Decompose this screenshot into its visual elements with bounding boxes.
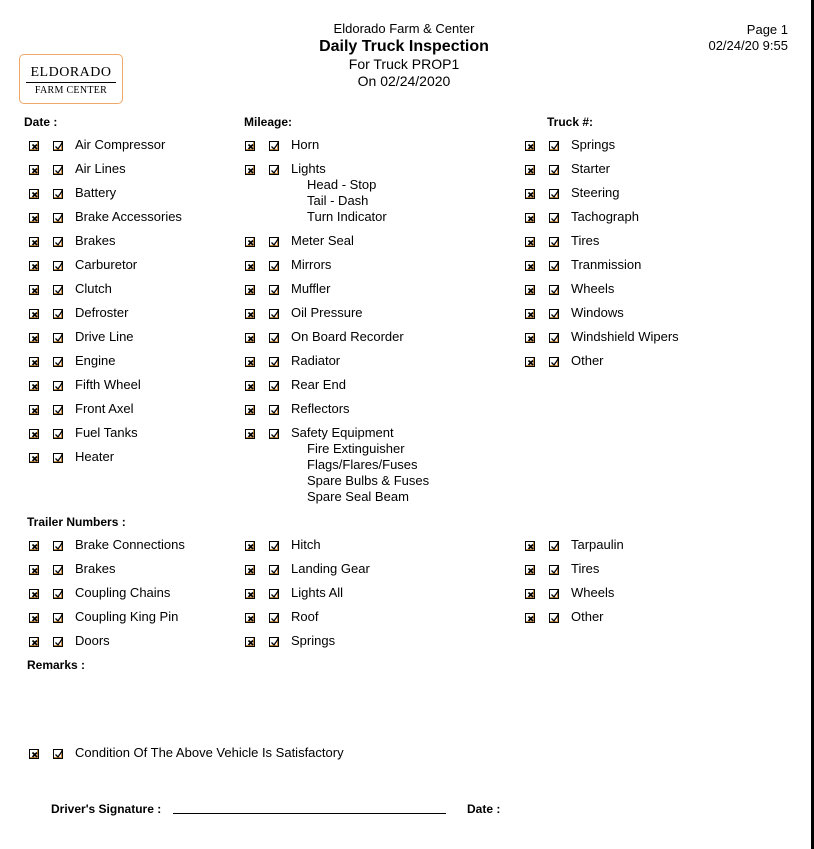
fail-checkbox[interactable]	[245, 381, 255, 391]
check-mark-icon	[550, 566, 560, 576]
pass-checkbox[interactable]	[269, 429, 279, 439]
inspection-item-label: Heater	[75, 449, 115, 464]
x-mark-icon	[526, 358, 536, 368]
fail-checkbox[interactable]	[245, 333, 255, 343]
inspection-subitem-label: Head - Stop	[307, 177, 377, 192]
pass-checkbox[interactable]	[53, 381, 63, 391]
check-mark-icon	[270, 566, 280, 576]
report-title: Daily Truck Inspection	[319, 38, 489, 55]
x-mark-icon	[526, 262, 536, 272]
inspection-item-label: Doors	[75, 633, 110, 648]
pass-checkbox[interactable]	[53, 285, 63, 295]
fail-checkbox[interactable]	[245, 429, 255, 439]
check-mark-icon	[550, 166, 560, 176]
pass-checkbox[interactable]	[269, 357, 279, 367]
fail-checkbox[interactable]	[525, 165, 535, 175]
inspection-item-label: Other	[571, 609, 604, 624]
check-mark-icon	[54, 542, 64, 552]
x-mark-icon	[526, 190, 536, 200]
pass-checkbox[interactable]	[269, 405, 279, 415]
x-mark-icon	[246, 358, 256, 368]
pass-checkbox[interactable]	[53, 749, 63, 759]
check-mark-icon	[54, 454, 64, 464]
inspection-item-label: Coupling Chains	[75, 585, 171, 600]
check-mark-icon	[550, 262, 560, 272]
inspection-item-label: Mirrors	[291, 257, 332, 272]
check-mark-icon	[550, 310, 560, 320]
check-mark-icon	[270, 638, 280, 648]
check-mark-icon	[54, 382, 64, 392]
check-mark-icon	[550, 614, 560, 624]
fail-checkbox[interactable]	[29, 541, 39, 551]
fail-checkbox[interactable]	[29, 141, 39, 151]
fail-checkbox[interactable]	[245, 637, 255, 647]
pass-checkbox[interactable]	[269, 141, 279, 151]
inspection-item-label: Horn	[291, 137, 320, 152]
fail-checkbox[interactable]	[245, 141, 255, 151]
pass-checkbox[interactable]	[53, 405, 63, 415]
check-mark-icon	[550, 190, 560, 200]
check-mark-icon	[54, 262, 64, 272]
fail-checkbox[interactable]	[29, 429, 39, 439]
check-mark-icon	[54, 566, 64, 576]
inspection-item-label: On Board Recorder	[291, 329, 404, 344]
check-mark-icon	[550, 238, 560, 248]
date-label: Date :	[24, 115, 58, 129]
inspection-item-label: Springs	[571, 137, 616, 152]
inspection-item-label: Air Lines	[75, 161, 126, 176]
pass-checkbox[interactable]	[269, 565, 279, 575]
check-mark-icon	[54, 430, 64, 440]
x-mark-icon	[30, 430, 40, 440]
fail-checkbox[interactable]	[29, 213, 39, 223]
inspection-item-label: Battery	[75, 185, 117, 200]
inspection-item-label: Roof	[291, 609, 319, 624]
inspection-item-label: Other	[571, 353, 604, 368]
fail-checkbox[interactable]	[245, 357, 255, 367]
pass-checkbox[interactable]	[53, 237, 63, 247]
company-logo	[19, 54, 123, 104]
check-mark-icon	[270, 286, 280, 296]
inspection-subitem-label: Fire Extinguisher	[307, 441, 405, 456]
x-mark-icon	[246, 590, 256, 600]
check-mark-icon	[54, 750, 64, 760]
inspection-item-label: Brakes	[75, 233, 116, 248]
logo-line1: ELDORADO	[30, 65, 112, 80]
inspection-item-label: Rear End	[291, 377, 346, 392]
x-mark-icon	[526, 166, 536, 176]
x-mark-icon	[30, 638, 40, 648]
inspection-item-label: Tires	[571, 561, 600, 576]
check-mark-icon	[270, 142, 280, 152]
inspection-item-label: Drive Line	[75, 329, 134, 344]
check-mark-icon	[270, 382, 280, 392]
logo-line2: FARM CENTER	[34, 85, 108, 96]
pass-checkbox[interactable]	[53, 589, 63, 599]
pass-checkbox[interactable]	[53, 165, 63, 175]
pass-checkbox[interactable]	[269, 285, 279, 295]
pass-checkbox[interactable]	[269, 541, 279, 551]
pass-checkbox[interactable]	[269, 589, 279, 599]
fail-checkbox[interactable]	[29, 565, 39, 575]
pass-checkbox[interactable]	[53, 261, 63, 271]
fail-checkbox[interactable]	[29, 285, 39, 295]
x-mark-icon	[246, 310, 256, 320]
check-mark-icon	[54, 614, 64, 624]
check-mark-icon	[270, 358, 280, 368]
pass-checkbox[interactable]	[53, 429, 63, 439]
x-mark-icon	[30, 382, 40, 392]
fail-checkbox[interactable]	[29, 589, 39, 599]
fail-checkbox[interactable]	[525, 189, 535, 199]
x-mark-icon	[526, 614, 536, 624]
x-mark-icon	[30, 542, 40, 552]
fail-checkbox[interactable]	[525, 141, 535, 151]
pass-checkbox[interactable]	[53, 541, 63, 551]
fail-checkbox[interactable]	[29, 613, 39, 623]
fail-checkbox[interactable]	[525, 333, 535, 343]
check-mark-icon	[270, 334, 280, 344]
pass-checkbox[interactable]	[549, 285, 559, 295]
inspection-item-label: Safety Equipment	[291, 425, 394, 440]
x-mark-icon	[30, 590, 40, 600]
inspection-item-label: Oil Pressure	[291, 305, 363, 320]
x-mark-icon	[30, 238, 40, 248]
inspection-item-label: Tranmission	[571, 257, 642, 272]
inspection-item-label: Brakes	[75, 561, 116, 576]
check-mark-icon	[550, 542, 560, 552]
pass-checkbox[interactable]	[269, 381, 279, 391]
signature-line[interactable]	[173, 813, 446, 814]
truck-number-label: Truck #:	[547, 115, 594, 129]
fail-checkbox[interactable]	[245, 541, 255, 551]
fail-checkbox[interactable]	[245, 237, 255, 247]
inspection-item-label: Hitch	[291, 537, 321, 552]
inspection-item-label: Clutch	[75, 281, 112, 296]
pass-checkbox[interactable]	[53, 141, 63, 151]
pass-checkbox[interactable]	[269, 237, 279, 247]
pass-checkbox[interactable]	[549, 141, 559, 151]
fail-checkbox[interactable]	[525, 613, 535, 623]
check-mark-icon	[270, 614, 280, 624]
fail-checkbox[interactable]	[29, 237, 39, 247]
check-mark-icon	[270, 430, 280, 440]
inspection-item-label: Fuel Tanks	[75, 425, 138, 440]
fail-checkbox[interactable]	[29, 333, 39, 343]
truck-id-line: For Truck PROP1	[348, 56, 460, 72]
fail-checkbox[interactable]	[245, 613, 255, 623]
fail-checkbox[interactable]	[29, 637, 39, 647]
remarks-label: Remarks :	[27, 658, 86, 672]
x-mark-icon	[526, 566, 536, 576]
pass-checkbox[interactable]	[53, 357, 63, 367]
pass-checkbox[interactable]	[53, 309, 63, 319]
x-mark-icon	[526, 590, 536, 600]
check-mark-icon	[270, 166, 280, 176]
x-mark-icon	[526, 238, 536, 248]
inspection-item-label: Wheels	[571, 281, 615, 296]
check-mark-icon	[550, 142, 560, 152]
check-mark-icon	[270, 542, 280, 552]
x-mark-icon	[246, 430, 256, 440]
pass-checkbox[interactable]	[549, 261, 559, 271]
fail-checkbox[interactable]	[525, 213, 535, 223]
inspection-item-label: Tachograph	[571, 209, 639, 224]
driver-signature-label: Driver's Signature :	[51, 802, 162, 816]
check-mark-icon	[54, 638, 64, 648]
inspection-item-label: Lights	[291, 161, 326, 176]
pass-checkbox[interactable]	[53, 565, 63, 575]
check-mark-icon	[54, 286, 64, 296]
inspection-item-label: Carburetor	[75, 257, 138, 272]
check-mark-icon	[550, 590, 560, 600]
fail-checkbox[interactable]	[525, 309, 535, 319]
pass-checkbox[interactable]	[269, 165, 279, 175]
fail-checkbox[interactable]	[29, 357, 39, 367]
check-mark-icon	[54, 358, 64, 368]
x-mark-icon	[30, 286, 40, 296]
inspection-subitem-label: Flags/Flares/Fuses	[307, 457, 418, 472]
check-mark-icon	[54, 214, 64, 224]
fail-checkbox[interactable]	[29, 381, 39, 391]
x-mark-icon	[526, 334, 536, 344]
print-timestamp: 02/24/20 9:55	[708, 38, 788, 53]
inspection-item-label: Front Axel	[75, 401, 134, 416]
check-mark-icon	[270, 310, 280, 320]
check-mark-icon	[54, 590, 64, 600]
inspection-item-label: Air Compressor	[75, 137, 166, 152]
company-name: Eldorado Farm & Center	[333, 21, 475, 36]
x-mark-icon	[246, 238, 256, 248]
trailer-numbers-label: Trailer Numbers :	[27, 515, 126, 529]
x-mark-icon	[30, 214, 40, 224]
check-mark-icon	[54, 238, 64, 248]
fail-checkbox[interactable]	[245, 261, 255, 271]
inspection-item-label: Meter Seal	[291, 233, 354, 248]
pass-checkbox[interactable]	[269, 309, 279, 319]
x-mark-icon	[30, 358, 40, 368]
inspection-item-label: Fifth Wheel	[75, 377, 141, 392]
pass-checkbox[interactable]	[549, 333, 559, 343]
x-mark-icon	[246, 286, 256, 296]
fail-checkbox[interactable]	[245, 589, 255, 599]
page-number: Page 1	[746, 22, 788, 37]
check-mark-icon	[550, 334, 560, 344]
fail-checkbox[interactable]	[245, 285, 255, 295]
x-mark-icon	[30, 614, 40, 624]
inspection-item-label: Reflectors	[291, 401, 350, 416]
signature-date-label: Date :	[467, 802, 501, 816]
pass-checkbox[interactable]	[269, 613, 279, 623]
x-mark-icon	[526, 310, 536, 320]
x-mark-icon	[246, 566, 256, 576]
inspection-item-label: Condition Of The Above Vehicle Is Satisfactory	[75, 745, 344, 760]
pass-checkbox[interactable]	[269, 637, 279, 647]
x-mark-icon	[30, 750, 40, 760]
x-mark-icon	[30, 190, 40, 200]
mileage-label: Mileage:	[244, 115, 293, 129]
x-mark-icon	[30, 334, 40, 344]
fail-checkbox[interactable]	[29, 749, 39, 759]
fail-checkbox[interactable]	[525, 541, 535, 551]
x-mark-icon	[246, 382, 256, 392]
inspection-item-label: Landing Gear	[291, 561, 370, 576]
x-mark-icon	[526, 542, 536, 552]
x-mark-icon	[30, 262, 40, 272]
inspection-item-label: Tarpaulin	[571, 537, 624, 552]
check-mark-icon	[54, 190, 64, 200]
fail-checkbox[interactable]	[525, 589, 535, 599]
x-mark-icon	[30, 310, 40, 320]
inspection-subitem-label: Turn Indicator	[307, 209, 387, 224]
check-mark-icon	[54, 166, 64, 176]
x-mark-icon	[246, 262, 256, 272]
pass-checkbox[interactable]	[53, 213, 63, 223]
logo-rule	[26, 82, 116, 83]
fail-checkbox[interactable]	[29, 165, 39, 175]
fail-checkbox[interactable]	[245, 405, 255, 415]
pass-checkbox[interactable]	[549, 357, 559, 367]
pass-checkbox[interactable]	[549, 613, 559, 623]
pass-checkbox[interactable]	[53, 453, 63, 463]
inspection-item-label: Muffler	[291, 281, 331, 296]
inspection-item-label: Steering	[571, 185, 620, 200]
fail-checkbox[interactable]	[29, 405, 39, 415]
fail-checkbox[interactable]	[29, 189, 39, 199]
fail-checkbox[interactable]	[29, 453, 39, 463]
fail-checkbox[interactable]	[525, 285, 535, 295]
x-mark-icon	[246, 406, 256, 416]
x-mark-icon	[526, 214, 536, 224]
x-mark-icon	[526, 142, 536, 152]
fail-checkbox[interactable]	[245, 165, 255, 175]
pass-checkbox[interactable]	[549, 165, 559, 175]
inspection-item-label: Starter	[571, 161, 611, 176]
inspection-item-label: Springs	[291, 633, 336, 648]
check-mark-icon	[270, 406, 280, 416]
inspection-item-label: Lights All	[291, 585, 344, 600]
inspection-item-label: Brake Accessories	[75, 209, 182, 224]
x-mark-icon	[30, 454, 40, 464]
pass-checkbox[interactable]	[549, 213, 559, 223]
fail-checkbox[interactable]	[29, 309, 39, 319]
inspection-item-label: Radiator	[291, 353, 341, 368]
inspection-subitem-label: Spare Bulbs & Fuses	[307, 473, 430, 488]
pass-checkbox[interactable]	[549, 565, 559, 575]
x-mark-icon	[30, 166, 40, 176]
report-date-line: On 02/24/2020	[357, 73, 451, 89]
x-mark-icon	[30, 406, 40, 416]
pass-checkbox[interactable]	[53, 637, 63, 647]
fail-checkbox[interactable]	[525, 565, 535, 575]
inspection-item-label: Coupling King Pin	[75, 609, 179, 624]
pass-checkbox[interactable]	[269, 333, 279, 343]
inspection-item-label: Windshield Wipers	[571, 329, 679, 344]
x-mark-icon	[526, 286, 536, 296]
x-mark-icon	[246, 614, 256, 624]
check-mark-icon	[550, 358, 560, 368]
check-mark-icon	[54, 142, 64, 152]
inspection-item-label: Brake Connections	[75, 537, 185, 552]
inspection-item-label: Tires	[571, 233, 600, 248]
inspection-subitem-label: Tail - Dash	[307, 193, 369, 208]
pass-checkbox[interactable]	[53, 189, 63, 199]
x-mark-icon	[30, 142, 40, 152]
pass-checkbox[interactable]	[549, 237, 559, 247]
pass-checkbox[interactable]	[549, 589, 559, 599]
fail-checkbox[interactable]	[525, 261, 535, 271]
pass-checkbox[interactable]	[53, 613, 63, 623]
check-mark-icon	[54, 334, 64, 344]
inspection-item-label: Defroster	[75, 305, 129, 320]
pass-checkbox[interactable]	[53, 333, 63, 343]
x-mark-icon	[30, 566, 40, 576]
x-mark-icon	[246, 542, 256, 552]
pass-checkbox[interactable]	[549, 541, 559, 551]
inspection-subitem-label: Spare Seal Beam	[307, 489, 409, 504]
inspection-item-label: Wheels	[571, 585, 615, 600]
pass-checkbox[interactable]	[549, 309, 559, 319]
check-mark-icon	[550, 214, 560, 224]
x-mark-icon	[246, 334, 256, 344]
check-mark-icon	[550, 286, 560, 296]
fail-checkbox[interactable]	[525, 357, 535, 367]
inspection-item-label: Engine	[75, 353, 116, 368]
inspection-item-label: Windows	[571, 305, 624, 320]
check-mark-icon	[270, 262, 280, 272]
x-mark-icon	[246, 166, 256, 176]
x-mark-icon	[246, 638, 256, 648]
fail-checkbox[interactable]	[245, 565, 255, 575]
check-mark-icon	[270, 590, 280, 600]
pass-checkbox[interactable]	[269, 261, 279, 271]
pass-checkbox[interactable]	[549, 189, 559, 199]
fail-checkbox[interactable]	[245, 309, 255, 319]
x-mark-icon	[246, 142, 256, 152]
check-mark-icon	[54, 310, 64, 320]
fail-checkbox[interactable]	[29, 261, 39, 271]
check-mark-icon	[270, 238, 280, 248]
fail-checkbox[interactable]	[525, 237, 535, 247]
check-mark-icon	[54, 406, 64, 416]
